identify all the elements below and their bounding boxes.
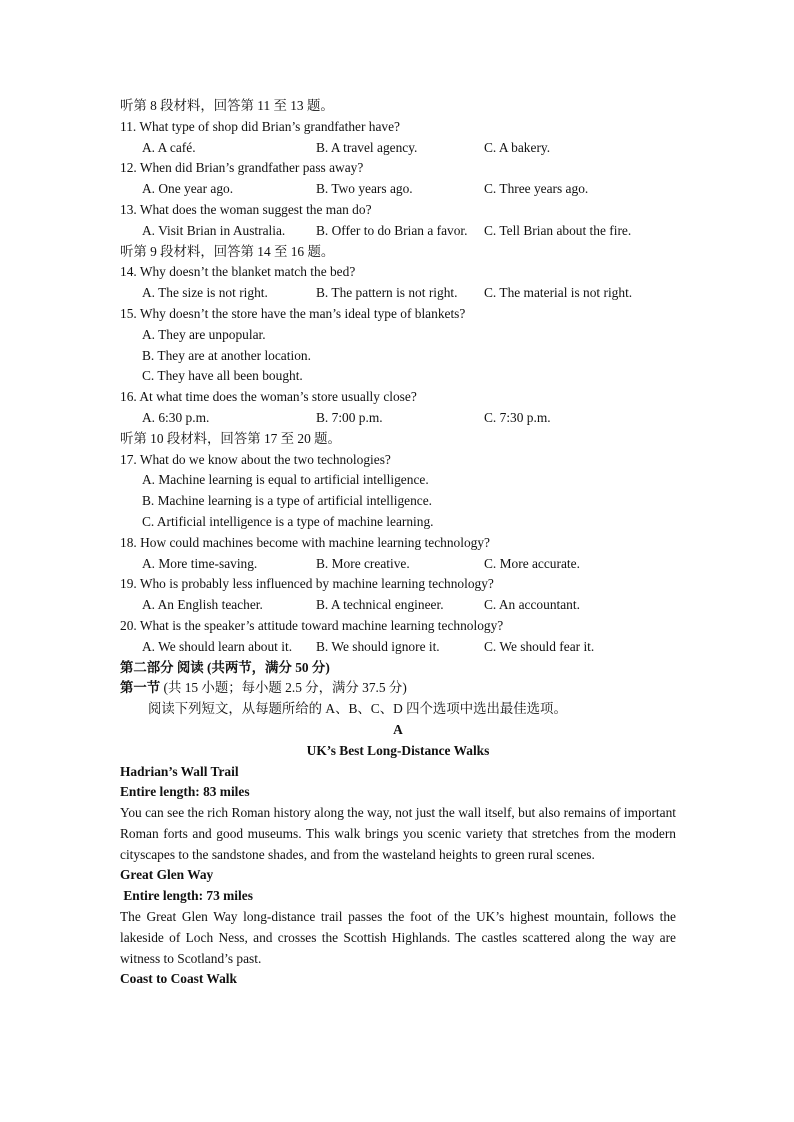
answer-options — [120, 637, 676, 658]
walk-length: Entire length: 73 miles — [120, 888, 253, 904]
question-stem: 12. When did Brian’s grandfather pass away? — [120, 160, 364, 176]
walk-hadrians-wall — [120, 762, 676, 866]
question-stem: 18. How could machines become with machine learning technology? — [120, 534, 490, 550]
answer-options — [120, 595, 676, 616]
option-b: B. A travel agency. — [316, 139, 418, 155]
answer-option: A. They are unpopular. — [142, 326, 266, 342]
answer-option: B. Machine learning is a type of artificial intelligence. — [142, 493, 433, 509]
answer-options — [120, 179, 676, 200]
option-a: A. We should learn about it. — [142, 638, 293, 654]
walk-description: You can see the rich Roman history along the way, not just the wall itself, but also remains of important Roman forts and good museums. This walk brings you scenic variety that stretches from the modern cityscapes to the sandstone shades, and from the wasteland heights to green rural scenes. — [120, 805, 676, 862]
section-label: 第一节 — [120, 680, 161, 696]
option-a: A. Visit Brian in Australia. — [142, 222, 286, 238]
listening-instruction: 听第 8 段材料，回答第 11 至 13 题。 — [120, 98, 334, 113]
option-a: A. 6:30 p.m. — [142, 409, 210, 425]
answer-option: B. They are at another location. — [142, 347, 311, 363]
option-b: B. Two years ago. — [316, 181, 413, 197]
section-heading — [120, 678, 676, 699]
option-c: C. Tell Brian about the fire. — [484, 222, 632, 238]
option-a: A. One year ago. — [142, 181, 234, 197]
option-c: C. An accountant. — [484, 597, 580, 613]
section-scoring: (共 15 小题；每小题 2.5 分，满分 37.5 分) — [160, 680, 407, 696]
answer-options — [120, 554, 676, 575]
option-c: C. A bakery. — [484, 139, 551, 155]
option-a: A. A café. — [142, 139, 196, 155]
question-stem: 14. Why doesn’t the blanket match the bed? — [120, 264, 356, 280]
exam-page — [120, 96, 676, 990]
listening-section — [120, 96, 676, 658]
walk-name: Hadrian’s Wall Trail — [120, 763, 239, 779]
option-a: A. The size is not right. — [142, 285, 268, 301]
option-b: B. The pattern is not right. — [316, 285, 458, 301]
listening-instruction: 听第 9 段材料，回答第 14 至 16 题。 — [120, 243, 335, 259]
passage-letter: A — [393, 721, 403, 737]
option-c: C. The material is not right. — [484, 285, 633, 301]
option-c: C. We should fear it. — [484, 638, 595, 654]
option-c: C. Three years ago. — [484, 181, 589, 197]
question-stem: 13. What does the woman suggest the man do? — [120, 201, 372, 217]
answer-option: C. They have all been bought. — [142, 368, 303, 384]
option-a: A. An English teacher. — [142, 597, 263, 613]
question-stem: 19. Who is probably less influenced by machine learning technology? — [120, 576, 494, 592]
answer-options — [120, 138, 676, 159]
walk-coast-to-coast — [120, 969, 676, 990]
question-stem: 20. What is the speaker’s attitude toward machine learning technology? — [120, 617, 504, 633]
walk-name: Coast to Coast Walk — [120, 971, 237, 987]
option-c: C. More accurate. — [484, 555, 580, 571]
walk-great-glen-way — [120, 865, 676, 969]
question-stem: 11. What type of shop did Brian’s grandfather have? — [120, 118, 401, 134]
answer-option: A. Machine learning is equal to artificial intelligence. — [142, 472, 429, 488]
question-stem: 15. Why doesn’t the store have the man’s ideal type of blankets? — [120, 305, 466, 321]
instruction: 阅读下列短文，从每题所给的 A、B、C、D 四个选项中选出最佳选项。 — [148, 701, 567, 717]
answer-option: C. Artificial intelligence is a type of machine learning. — [142, 513, 434, 529]
walk-description: The Great Glen Way long-distance trail passes the foot of the UK’s highest mountain, follows the lakeside of Loch Ness, and crosses the Scottish Highlands. The castles scattered along the way are witness to Scotland’s past. — [120, 909, 676, 966]
option-c: C. 7:30 p.m. — [484, 409, 551, 425]
option-b: B. Offer to do Brian a favor. — [316, 222, 468, 238]
walk-name: Great Glen Way — [120, 867, 214, 883]
option-b: B. 7:00 p.m. — [316, 409, 383, 425]
listening-instruction: 听第 10 段材料，回答第 17 至 20 题。 — [120, 430, 341, 446]
option-b: B. More creative. — [316, 555, 410, 571]
question-stem: 16. At what time does the woman’s store usually close? — [120, 389, 417, 405]
option-b: B. A technical engineer. — [316, 597, 444, 613]
part-title: 第二部分 阅读 (共两节，满分 50 分) — [120, 659, 330, 675]
question-stem: 17. What do we know about the two technologies? — [120, 451, 391, 467]
reading-section — [120, 658, 676, 991]
option-b: B. We should ignore it. — [316, 638, 440, 654]
answer-options — [120, 408, 676, 429]
passage-title: UK’s Best Long-Distance Walks — [306, 742, 490, 758]
answer-options — [120, 283, 676, 304]
walk-length: Entire length: 83 miles — [120, 784, 250, 800]
option-a: A. More time-saving. — [142, 555, 258, 571]
answer-options — [120, 221, 676, 242]
